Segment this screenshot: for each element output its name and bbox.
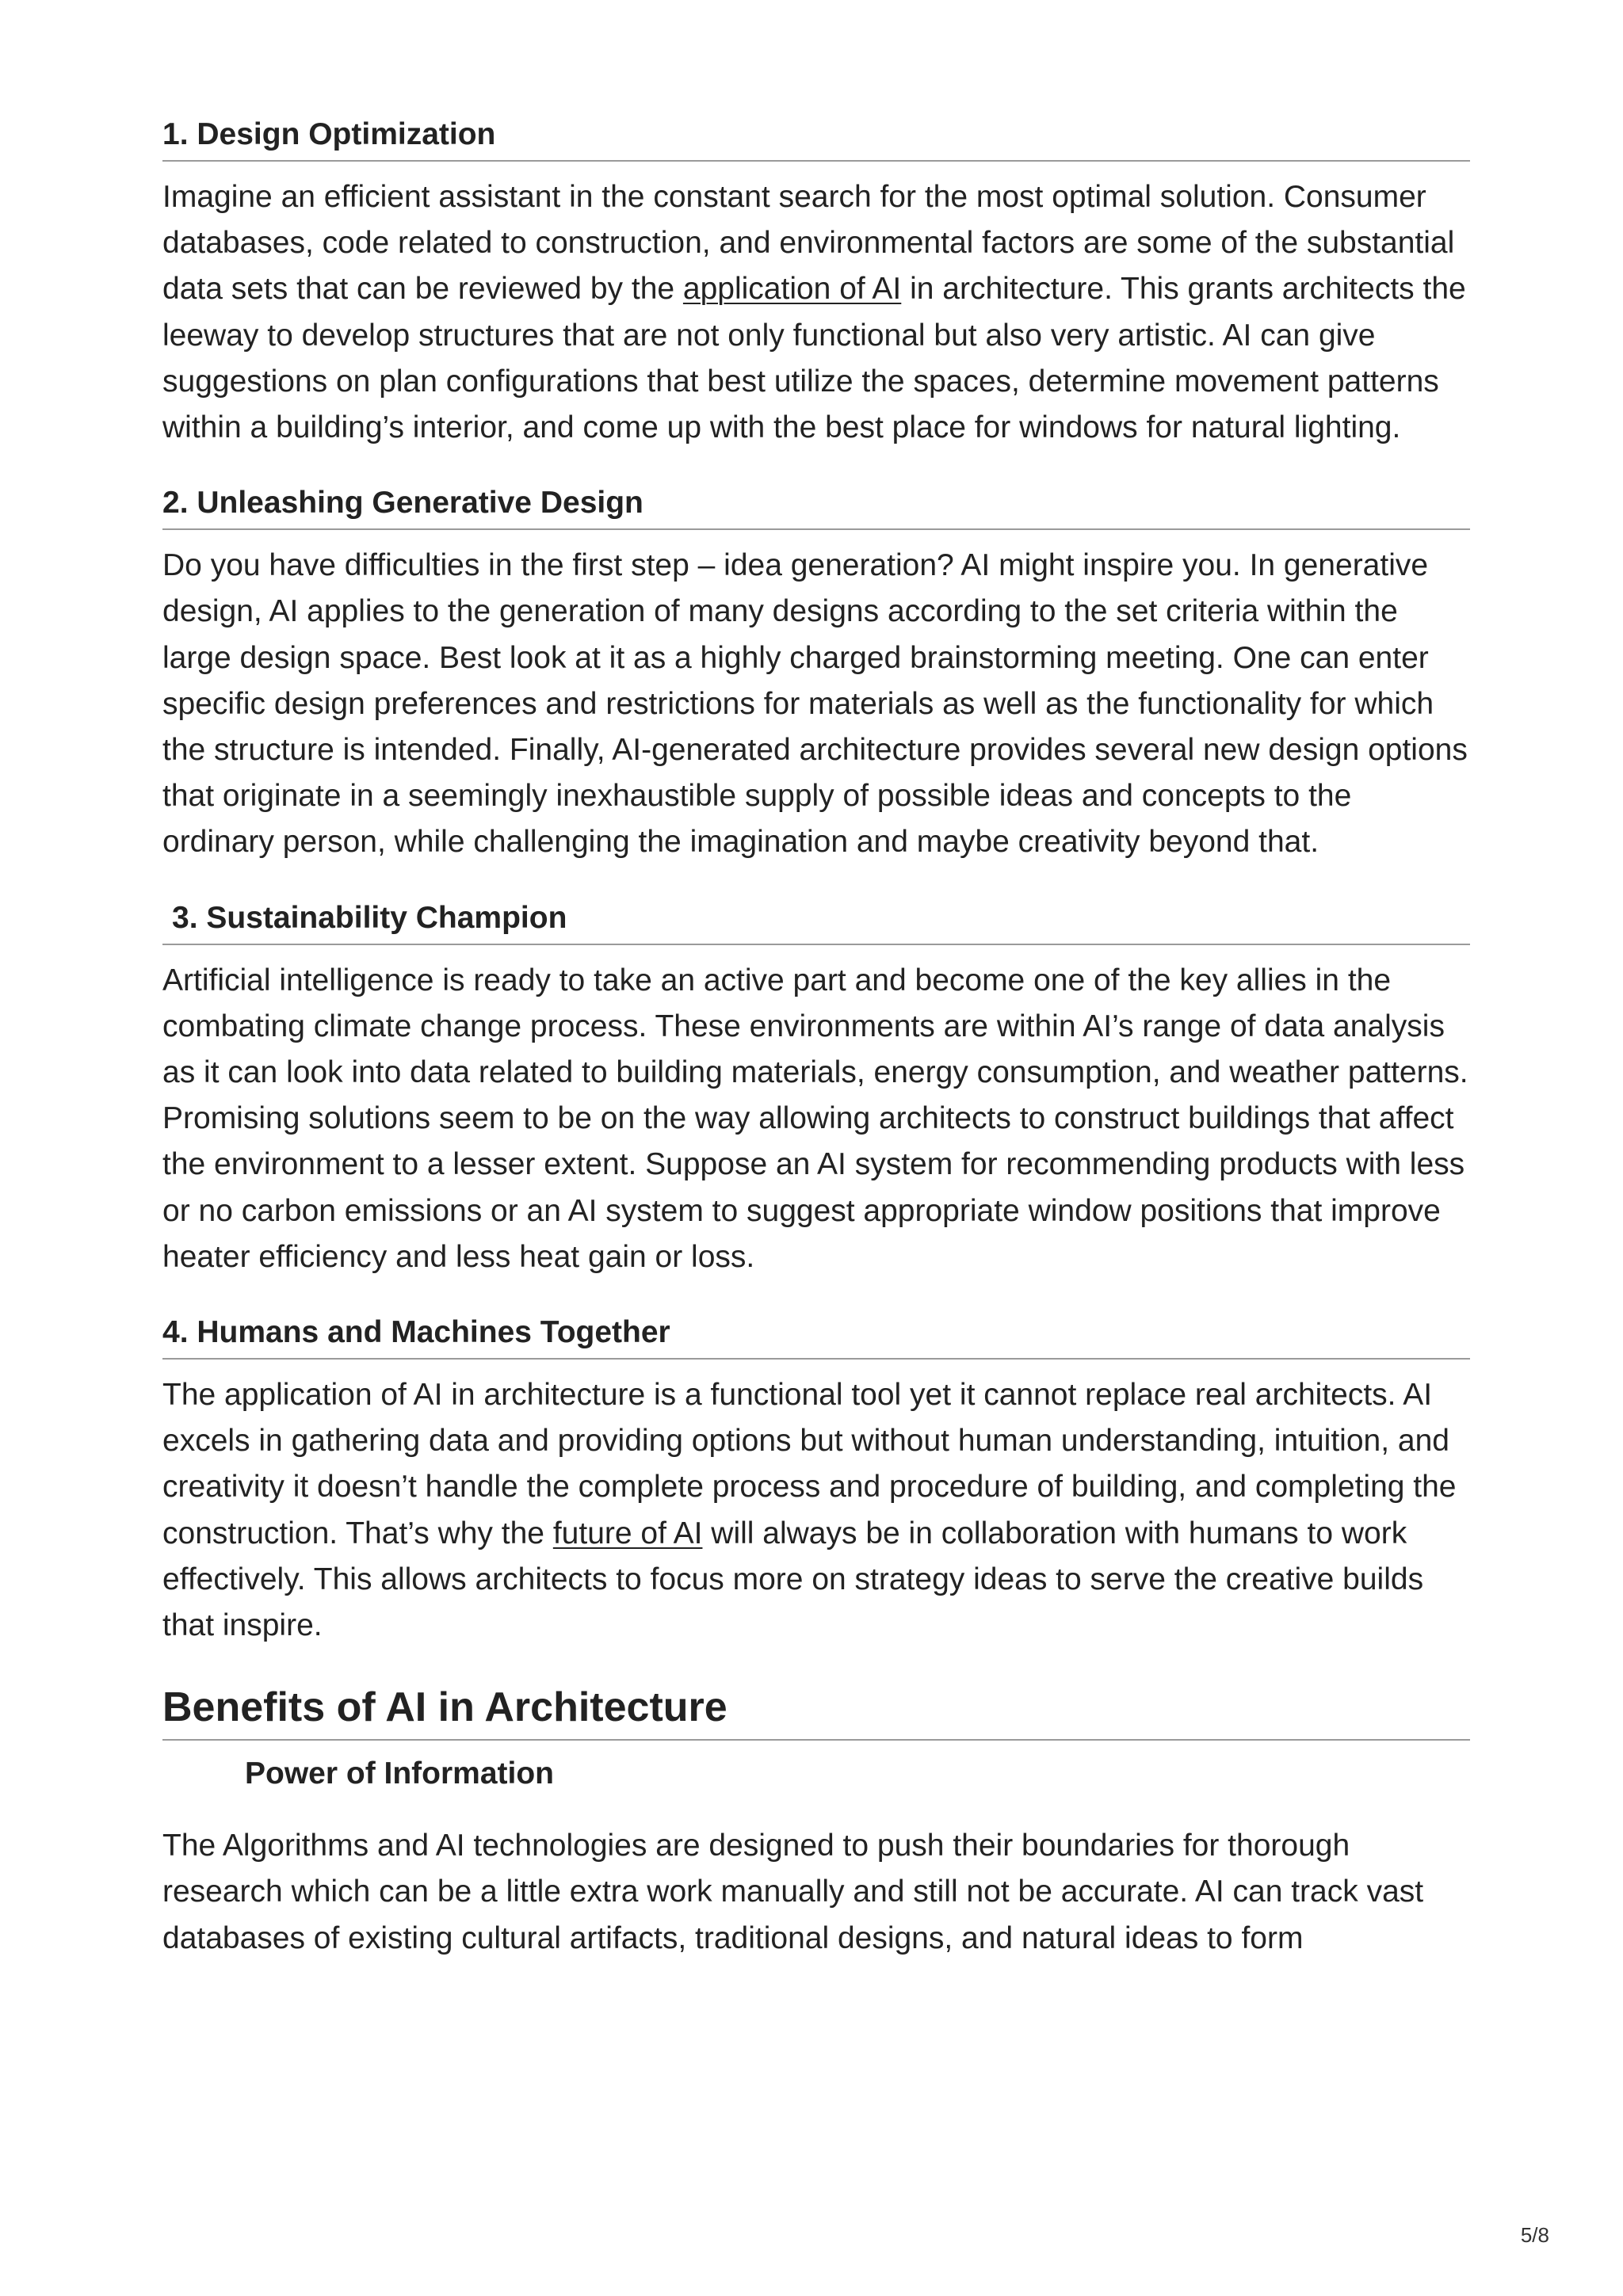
application-of-ai-link[interactable]: application of AI <box>682 272 902 307</box>
section-paragraph <box>162 174 1470 451</box>
document-page <box>162 116 1470 1995</box>
section-paragraph: Do you have difficulties in the first step – idea generation? AI might inspire you. In generative design, AI applies to the generation of many designs according to the set criteria within the large design space. Best look at it as a highly charged brainstorming meeting. One can enter specific design preferences and restrictions for materials as well as the functionality for which the structure is intended. Finally, AI-generated architecture provides several new design options that originate in a seemingly inexhaustible supply of possible ideas and concepts to the ordinary person, while challenging the imagination and maybe creativity beyond that. <box>162 548 1468 860</box>
paragraph-text: The application of AI in architecture is a functional tool yet it cannot replace real architects. AI excels in gathering data and providing options but without human understanding, intuition, and creativity it doesn’t handle the complete process and procedure of building, and completing the construction. That’s why the <box>162 1378 1457 1550</box>
section-heading: 4. Humans and Machines Together <box>162 1314 1470 1360</box>
paragraph-text: will always be in collaboration with humans to work effectively. This allows architects to focus more on strategy ideas to serve the creative builds that inspire. <box>162 1516 1424 1643</box>
benefits-paragraph: The Algorithms and AI technologies are designed to push their boundaries for thorough research which can be a little extra work manually and still not be accurate. AI can track vast databases of existing cultural artifacts, traditional designs, and natural ideas to form <box>162 1829 1424 1955</box>
section-paragraph: Artificial intelligence is ready to take an active part and become one of the key allies in the combating climate change process. These environments are within AI’s range of data analysis as it can look into data related to building materials, energy consumption, and weather patterns. Promising solutions seem to be on the way allowing architects to construct buildings that affect the environment to a lesser extent. Suppose an AI system for recommending products with less or no carbon emissions or an AI system to suggest appropriate window positions that improve heater efficiency and less heat gain or loss. <box>162 963 1468 1274</box>
paragraph-text: in architecture. This grants architects the leeway to develop structures that are not only functional but also very artistic. AI can give suggestions on plan configurations that best utilize the spaces, determine movement patterns within a building’s interior, and come up with the best place for windows for natural lighting. <box>162 272 1466 445</box>
benefits-heading: Benefits of AI in Architecture <box>162 1682 1470 1741</box>
section-heading: 3. Sustainability Champion <box>162 899 1470 945</box>
future-of-ai-link[interactable]: future of AI <box>552 1516 703 1550</box>
section-paragraph <box>162 1372 1470 1649</box>
paragraph-text: Imagine an efficient assistant in the constant search for the most optimal solution. Consumer databases, code related to construction, and environmental factors are some of the substantial data sets that can be reviewed by the <box>162 180 1455 307</box>
page-number: 5/8 <box>1520 2223 1549 2247</box>
power-of-information-heading: Power of Information <box>245 1756 554 1791</box>
section-humans-machines <box>162 1314 1470 1649</box>
section-generative-design <box>162 484 1470 865</box>
section-sustainability <box>162 899 1470 1280</box>
section-heading: 2. Unleashing Generative Design <box>162 484 1470 530</box>
section-design-optimization <box>162 116 1470 451</box>
section-heading: 1. Design Optimization <box>162 116 1470 162</box>
section-benefits <box>162 1682 1470 1962</box>
